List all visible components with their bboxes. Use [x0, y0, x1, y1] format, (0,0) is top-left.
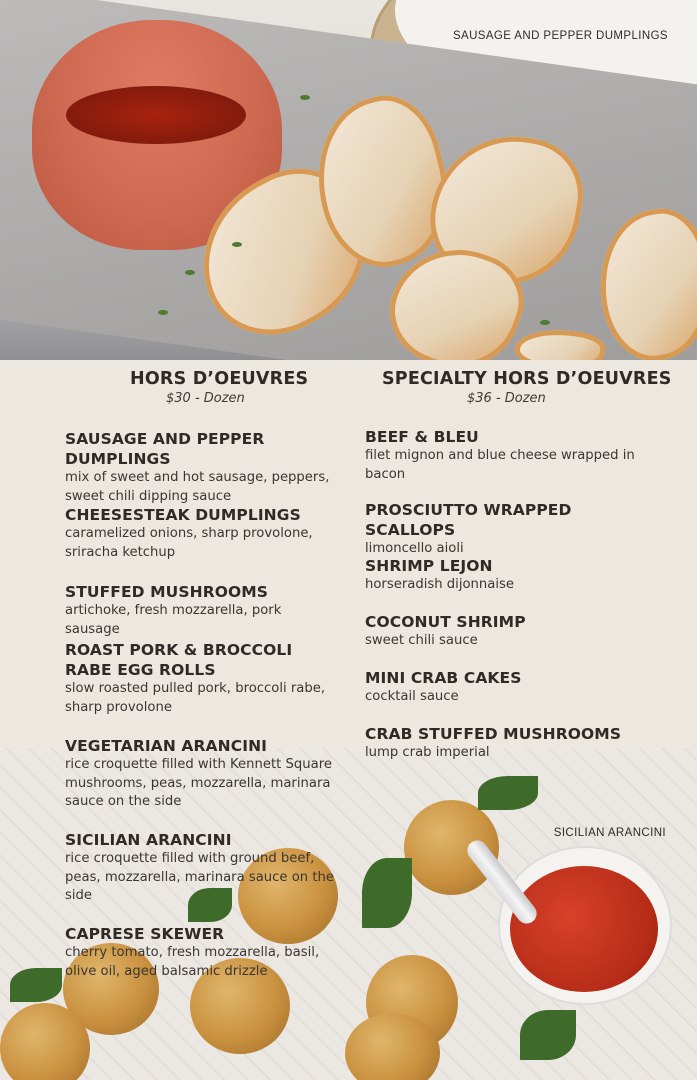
- herb-garnish: [232, 242, 242, 247]
- menu-item: [365, 668, 655, 707]
- item-name: ROAST PORK & BROCCOLI RABE EGG ROLLS: [65, 641, 293, 679]
- item-description: horseradish dijonnaise: [365, 577, 515, 592]
- menu-item: [365, 724, 665, 763]
- menu-section: [0, 360, 697, 1000]
- herb-garnish: [158, 310, 168, 315]
- item-description: filet mignon and blue cheese wrapped in bacon: [365, 448, 635, 482]
- item-name: COCONUT SHRIMP: [365, 613, 526, 631]
- menu-item: [65, 830, 335, 906]
- item-description: mix of sweet and hot sausage, peppers, sweet chili dipping sauce: [65, 470, 330, 504]
- item-name: BEEF & BLEU: [365, 428, 479, 446]
- item-description: artichoke, fresh mozzarella, pork sausage: [65, 603, 282, 637]
- item-name: CAPRESE SKEWER: [65, 925, 225, 943]
- menu-item: [365, 612, 655, 651]
- menu-item: [365, 556, 655, 595]
- herb-garnish: [540, 320, 550, 325]
- item-name: SHRIMP LEJON: [365, 557, 493, 575]
- herb-garnish: [185, 270, 195, 275]
- item-description: limoncello aioli: [365, 541, 464, 556]
- item-name: STUFFED MUSHROOMS: [65, 583, 269, 601]
- item-name: CRAB STUFFED MUSHROOMS: [365, 725, 622, 743]
- item-description: lump crab imperial: [365, 745, 490, 760]
- menu-item: [65, 924, 325, 981]
- item-name: PROSCIUTTO WRAPPED SCALLOPS: [365, 501, 572, 539]
- menu-item: [65, 640, 340, 717]
- item-name: SAUSAGE AND PEPPER DUMPLINGS: [65, 430, 265, 468]
- photo-caption-bottom: SICILIAN ARANCINI: [553, 827, 666, 839]
- column-title: SPECIALTY HORS D’OEUVRES: [382, 369, 672, 389]
- item-description: slow roasted pulled pork, broccoli rabe, sharp provolone: [65, 681, 326, 715]
- menu-item: [65, 736, 335, 812]
- item-description: sweet chili sauce: [365, 633, 478, 648]
- menu-item: [365, 427, 655, 484]
- menu-item: [65, 505, 330, 562]
- item-description: cocktail sauce: [365, 689, 459, 704]
- parsley-leaf: [520, 1010, 576, 1060]
- menu-item: [365, 500, 665, 559]
- column-price: $30 - Dozen: [166, 391, 245, 406]
- menu-item: [65, 429, 345, 506]
- column-title: HORS D’OEUVRES: [130, 369, 309, 389]
- photo-caption-top: SAUSAGE AND PEPPER DUMPLINGS: [452, 30, 668, 42]
- item-name: MINI CRAB CAKES: [365, 669, 522, 687]
- dumplings-photo: [0, 0, 697, 360]
- column-price: $36 - Dozen: [467, 391, 546, 406]
- menu-item: [65, 582, 340, 639]
- item-name: CHEESESTEAK DUMPLINGS: [65, 506, 301, 524]
- item-description: caramelized onions, sharp provolone, sriracha ketchup: [65, 526, 313, 560]
- item-name: VEGETARIAN ARANCINI: [65, 737, 268, 755]
- item-name: SICILIAN ARANCINI: [65, 831, 232, 849]
- chili-sauce: [66, 86, 246, 144]
- item-description: rice croquette filled with Kennett Square mushrooms, peas, mozzarella, marinara sauce on the side: [65, 757, 332, 809]
- item-description: rice croquette filled with ground beef, peas, mozzarella, marinara sauce on the side: [65, 851, 334, 903]
- herb-garnish: [300, 95, 310, 100]
- item-description: cherry tomato, fresh mozzarella, basil, olive oil, aged balsamic drizzle: [65, 945, 320, 979]
